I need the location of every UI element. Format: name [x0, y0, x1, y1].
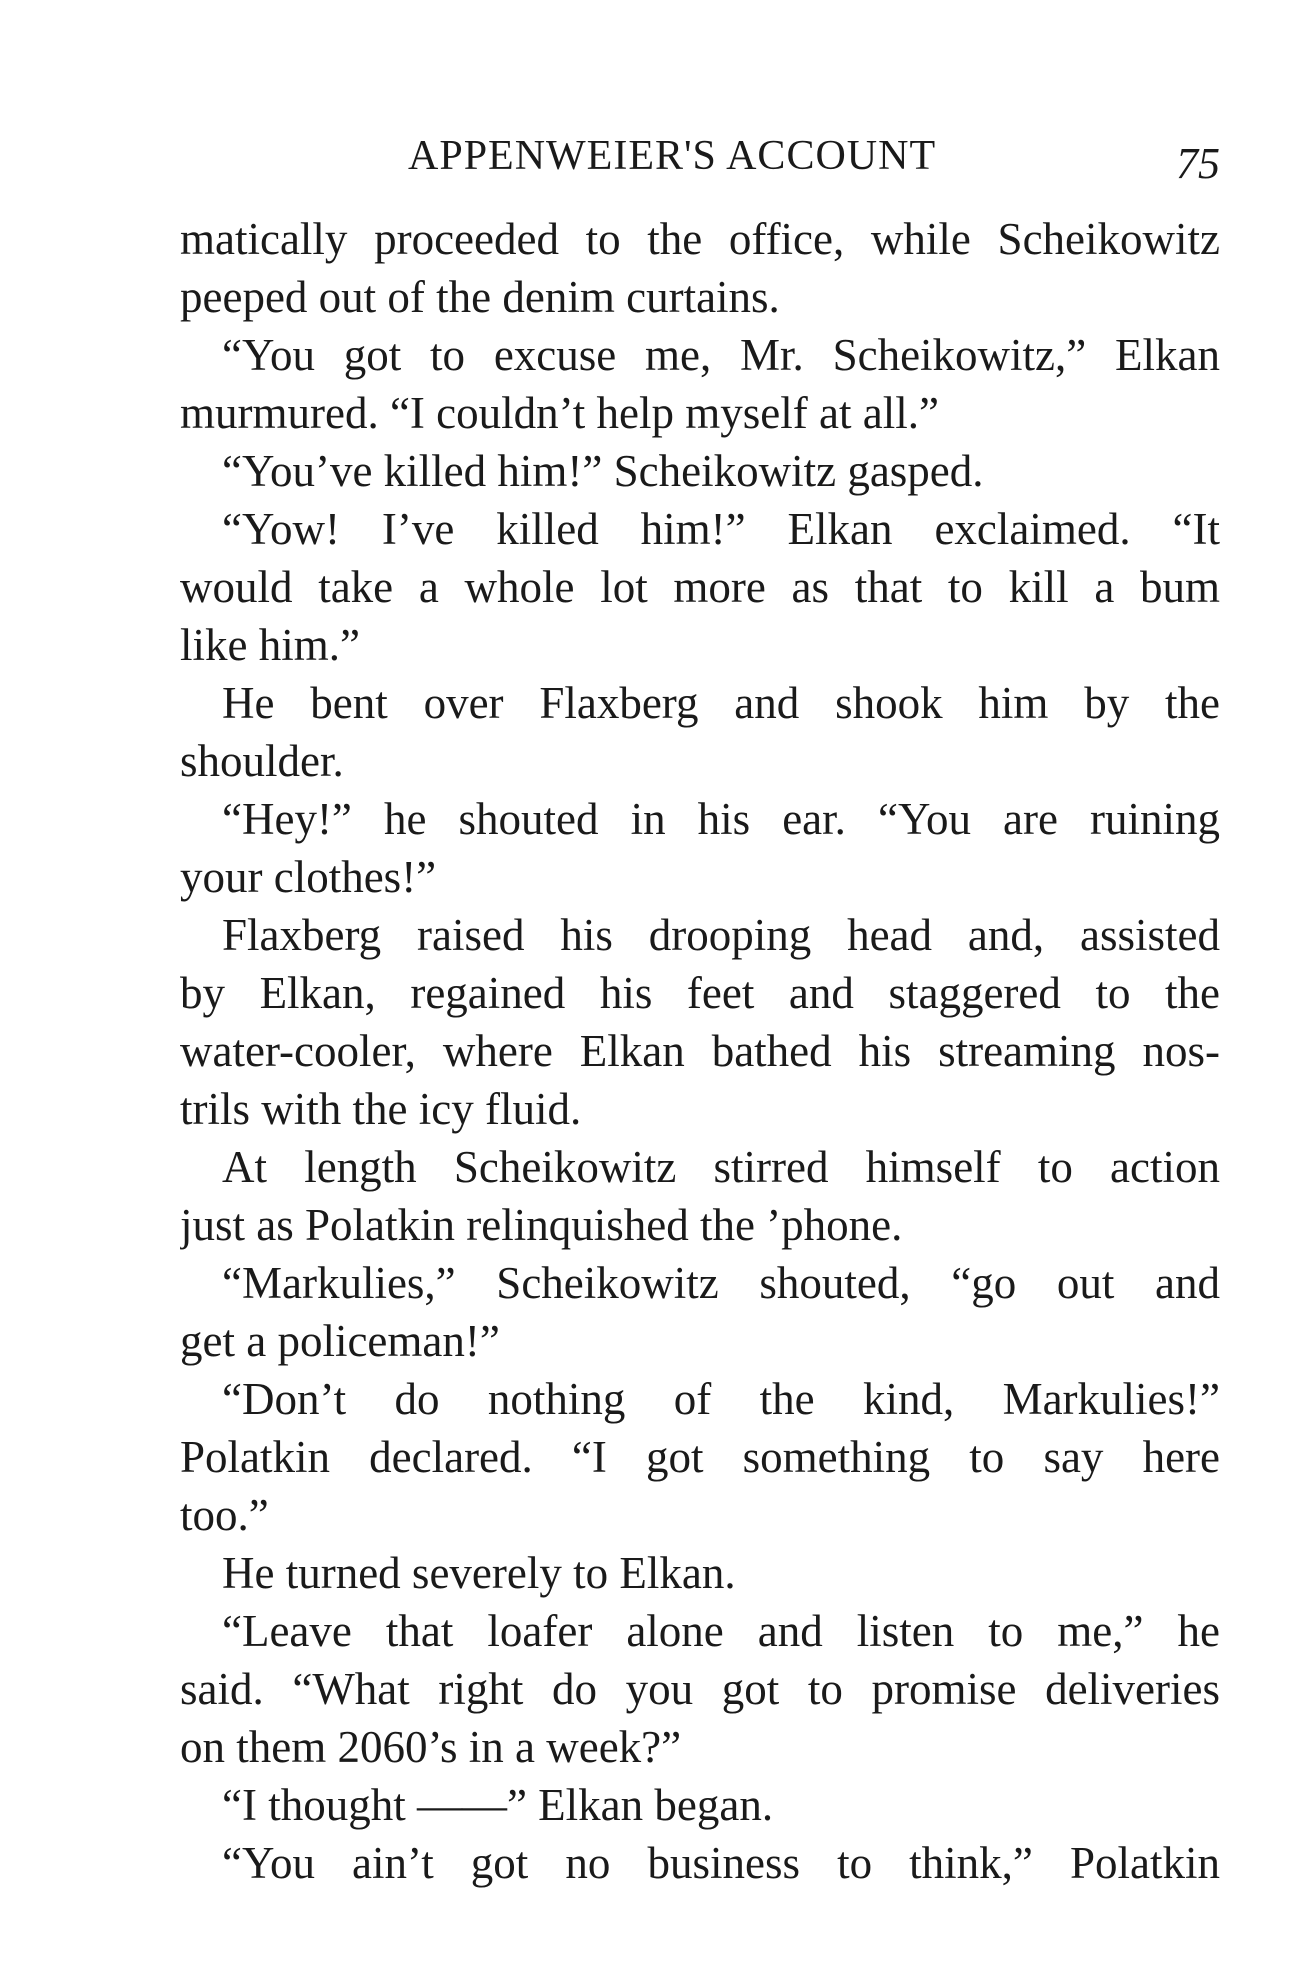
text-line: Polatkin declared. “I got something to say here — [180, 1432, 1220, 1482]
text-line: “You ain’t got no business to think,” Polatkin — [222, 1838, 1220, 1888]
text-line: “Leave that loafer alone and listen to me,” he — [222, 1606, 1220, 1656]
text-line: “Yow! I’ve killed him!” Elkan exclaimed. “It — [222, 504, 1220, 554]
text-line: would take a whole lot more as that to kill a bum — [180, 562, 1220, 612]
page-number: 75 — [1176, 139, 1220, 188]
text-line: “Don’t do nothing of the kind, Markulies!” — [222, 1374, 1220, 1424]
text-line: Flaxberg raised his drooping head and, assisted — [222, 910, 1220, 960]
text-line: trils with the icy fluid. — [180, 1084, 582, 1134]
text-line: water-cooler, where Elkan bathed his streaming nos- — [180, 1026, 1220, 1076]
text-line: He turned severely to Elkan. — [222, 1548, 736, 1598]
chapter-title: APPENWEIER'S ACCOUNT — [408, 133, 937, 179]
text-line: just as Polatkin relinquished the ’phone. — [180, 1200, 903, 1250]
text-line: “I thought ——” Elkan began. — [222, 1780, 774, 1830]
text-line: your clothes!” — [180, 852, 437, 902]
body-text — [180, 210, 1220, 1892]
text-line: “You got to excuse me, Mr. Scheikowitz,” Elkan — [222, 330, 1220, 380]
text-line: said. “What right do you got to promise deliveries — [180, 1664, 1220, 1714]
text-line: by Elkan, regained his feet and staggered to the — [180, 968, 1220, 1018]
text-line: peeped out of the denim curtains. — [180, 272, 780, 322]
text-line: shoulder. — [180, 736, 344, 786]
text-line: “Hey!” he shouted in his ear. “You are ruining — [222, 794, 1220, 844]
text-line: get a policeman!” — [180, 1316, 500, 1366]
text-line: “You’ve killed him!” Scheikowitz gasped. — [222, 446, 984, 496]
text-line: on them 2060’s in a week?” — [180, 1722, 682, 1772]
running-head — [180, 132, 1220, 188]
text-line: matically proceeded to the office, while Scheikowitz — [180, 214, 1220, 264]
text-line: “Markulies,” Scheikowitz shouted, “go out and — [222, 1258, 1220, 1308]
text-line: murmured. “I couldn’t help myself at all.” — [180, 388, 939, 438]
text-line: He bent over Flaxberg and shook him by the — [222, 678, 1220, 728]
text-line: like him.” — [180, 620, 360, 670]
text-line: At length Scheikowitz stirred himself to action — [222, 1142, 1220, 1192]
text-line: too.” — [180, 1490, 269, 1540]
